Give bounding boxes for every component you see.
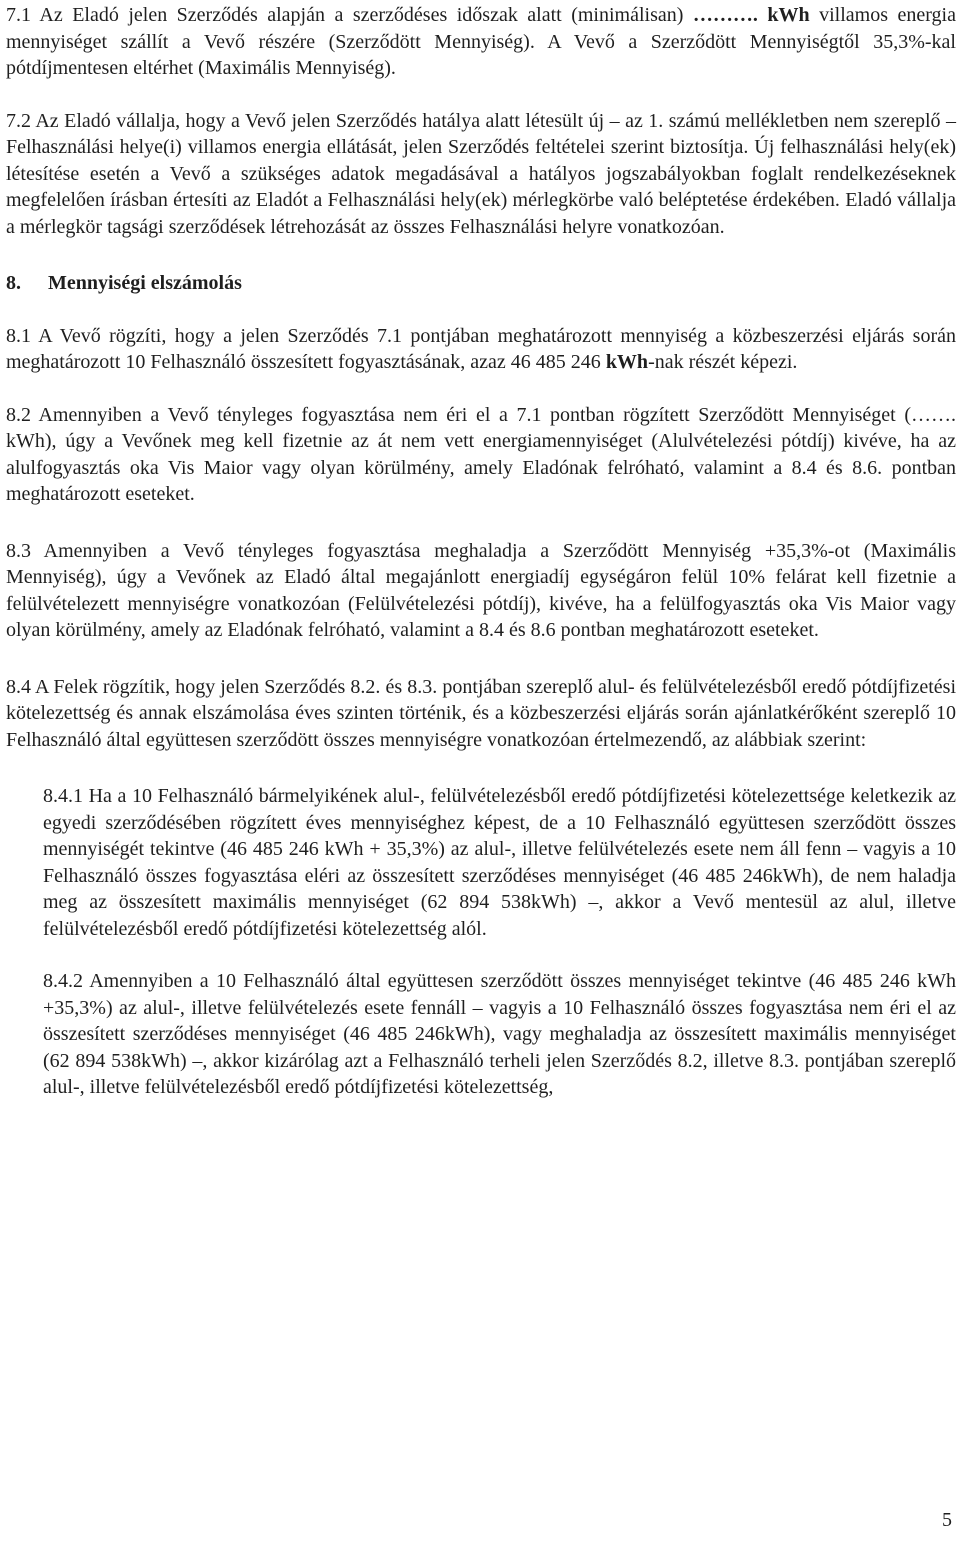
paragraph-8-1-text-end: -nak részét képezi.: [648, 351, 798, 373]
section-8-number: 8.: [6, 272, 21, 294]
paragraph-7-1-text-start: 7.1 Az Eladó jelen Szerződés alapján a szerződéses időszak alatt (minimálisan): [6, 4, 693, 26]
paragraph-8-1-unit: kWh: [605, 351, 649, 373]
paragraph-8-3: 8.3 Amennyiben a Vevő tényleges fogyasztása meghaladja a Szerződött Mennyiség +35,3%-ot (Maximális Mennyiség), úgy a Vevőnek az Eladó által megajánlott energiadíj egységáron felül 10% felárat kell fizetnie a felülvételezett mennyiségre vonatkozóan (Felülvételezési pótdíj), kivéve, ha a felülfogyasztás oka Vis Maior vagy olyan körülmény, amely az Eladónak felróható, valamint a 8.4 és 8.6 pontban meghatározott eseteket.: [6, 539, 956, 641]
paragraph-8-4-1: 8.4.1 Ha a 10 Felhasználó bármelyikének alul-, felülvételezésből eredő pótdíjfizetési kötelezettsége keletkezik az egyedi szerződésében rögzített éves mennyiséghez képest, de a 10 Felhasználó együttesen szerződött összes mennyiségét tekintve (46 485 246 kWh + 35,3%) az alul-, illetve felülvételezés esete nem áll fenn – vagyis a 10 Felhasználó összes fogyasztása eléri az összesített szerződéses mennyiséget (46 485 246kWh), de nem haladja meg az összesített maximális mennyiséget (62 894 538kWh) –, akkor a Vevő mentesül az alul, illetve felülvételezésből eredő pótdíjfizetési kötelezettség alól.: [43, 785, 956, 940]
paragraph-7-1-text-end: villamos energia mennyiséget szállít a Vevő részére (Szerződött Mennyiség). A Vevő a Szerződött Mennyiségtől 35,3%-kal pótdíjmentesen eltérhet (Maximális Mennyiség).: [6, 4, 956, 79]
document-page: [6, 2, 956, 1101]
paragraph-8-2: 8.2 Amennyiben a Vevő tényleges fogyasztása nem éri el a 7.1 pontban rögzített Szerződött Mennyiséget (……. kWh), úgy a Vevőnek meg kell fizetnie az át nem vett energiamennyiséget (Alulvételezési pótdíj) kivéve, ha az alulfogyasztás oka Vis Maior vagy olyan körülmény, amely Eladónak felróható, valamint a 8.4 és 8.6. pontban meghatározott eseteket.: [6, 403, 956, 505]
paragraph-8-1: [6, 323, 956, 376]
paragraph-7-2-text-tail: Eladó vállalja a mérlegkör tagsági szerződések létrehozását az összes Felhasználási helyre vonatkozóan.: [6, 189, 956, 238]
paragraph-7-2: [6, 108, 956, 241]
page-number: 5: [942, 1508, 952, 1531]
paragraph-8-4: 8.4 A Felek rögzítik, hogy jelen Szerződés 8.2. és 8.3. pontjában szereplő alul- és felülvételezésből eredő pótdíjfizetési kötelezettség és annak elszámolása éves szinten történik, és a közbeszerzési eljárás során ajánlatkérőként szereplő 10 Felhasználó által együttesen szerződött összes mennyiségre vonatkozóan értelmezendő, az alábbiak szerint:: [6, 675, 956, 751]
paragraph-7-1: [6, 2, 956, 82]
section-8-heading: [6, 270, 956, 297]
paragraph-8-1-text: 8.1 A Vevő rögzíti, hogy a jelen Szerződés 7.1 pontjában meghatározott mennyiség a közbeszerzési eljárás során meghatározott 10 Felhasználó összesített fogyasztásának, azaz 46 485 246: [6, 324, 956, 373]
paragraph-8-4-2: 8.4.2 Amennyiben a 10 Felhasználó által együttesen szerződött összes mennyiséget tekintve (46 485 246 kWh +35,3%) az alul-, illetve felülvételezés esete fennáll – vagyis a 10 Felhasználó összes fogyasztása nem éri el az összesített szerződéses mennyiséget (46 485 246kWh), vagy meghaladja az összesített maximális mennyiséget (62 894 538kWh) –, akkor kizárólag azt a Felhasználó terheli jelen Szerződés 8.2, illetve 8.3. pontjában szereplő alul-, illetve felülvételezésből eredő pótdíjfizetési kötelezettség,: [43, 970, 956, 1098]
section-8-title: Mennyiségi elszámolás: [48, 272, 242, 294]
contract-quantity-placeholder: ………. kWh: [692, 4, 810, 26]
paragraph-7-2-text: 7.2 Az Eladó vállalja, hogy a Vevő jelen Szerződés hatálya alatt létesült új – az 1. számú mellékletben nem szereplő – Felhasználási helye(i) villamos energia ellátását, jelen Szerződés feltételei szerint biztosítja. Új felhasználási hely(ek) létesítése esetén a Vevő a szükséges adatok megadásával a hatályos jogszabályokban foglalt rendelkezéseknek megfelelően írásban értesíti az Eladót a Felhasználási hely(ek) mérlegkörbe való beléptetése érdekében.: [6, 109, 956, 211]
